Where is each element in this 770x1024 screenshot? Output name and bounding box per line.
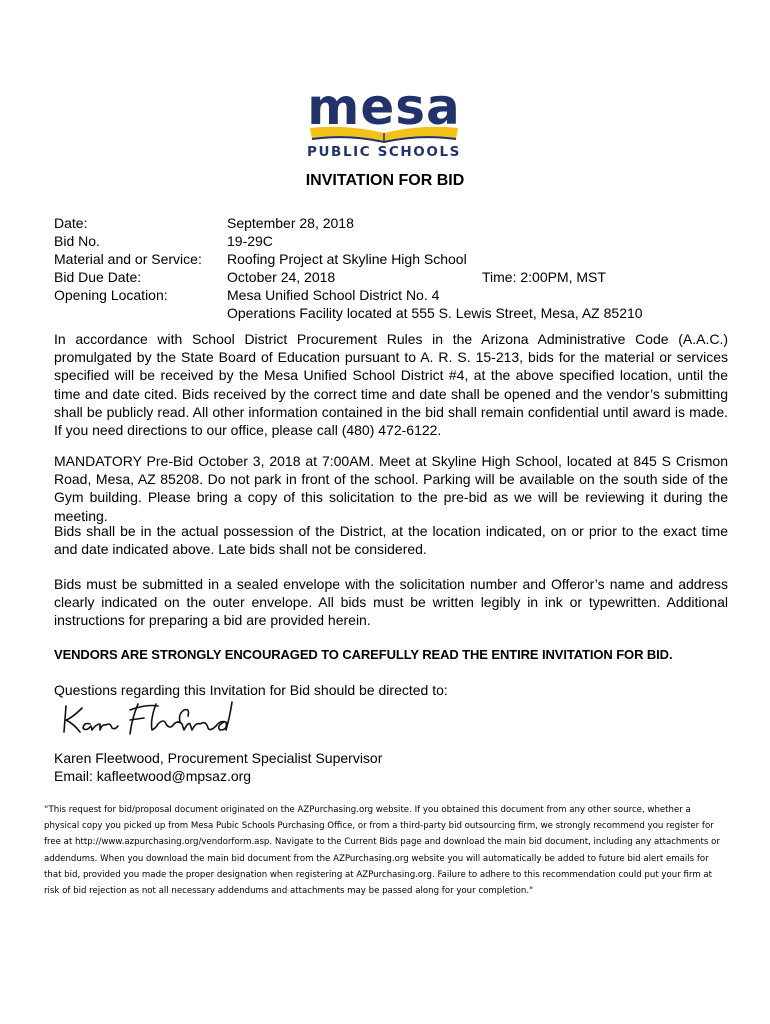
detail-label: Bid Due Date: [54, 269, 142, 285]
detail-value: Mesa Unified School District No. 4 [227, 287, 440, 303]
contact-block [54, 749, 382, 785]
submission-paragraph: Bids must be submitted in a sealed envelope with the solicitation number and Offeror’s name and address clearly indicated on the outer envelope. All bids must be written legibly in ink or typewritten. Additional instructions for preparing a bid are provided herein. [54, 576, 728, 629]
logo-wordmark: mesa [307, 78, 461, 136]
detail-value: 19-29C [227, 233, 273, 249]
procurement-paragraph: In accordance with School District Procurement Rules in the Arizona Administrative Code (A.A.C.) promulgated by the State Board of Education pursuant to A. R. S. 15-213, bids for the material or services specified will be received by the Mesa Unified School District #4, at the above specified location, until the time and date cited. Bids received by the correct time and date shall be opened and the vendor’s submitting shall be publicly read. All other information contained in the bid shall remain confidential until award is made. If you need directions to our office, please call (480) 472-6122. [54, 331, 728, 439]
detail-label: Date: [54, 215, 88, 231]
detail-label: Material and or Service: [54, 251, 202, 267]
detail-value: Operations Facility located at 555 S. Lewis Street, Mesa, AZ 85210 [227, 305, 643, 321]
detail-label: Bid No. [54, 233, 100, 249]
detail-row-bid-no [54, 232, 734, 250]
late-bids-paragraph: Bids shall be in the actual possession of the District, at the location indicated, on or prior to the exact time and date indicated above. Late bids shall not be considered. [54, 523, 728, 558]
azpurchasing-disclaimer: “This request for bid/proposal document originated on the AZPurchasing.org website. If you obtained this document from any other source, whether a physical copy you picked up from Mesa Pubic Schools Purchasing Office, or from a third-party bid outsourcing firm, we strongly recommend you register for free at http://www.azpurchasing.org/vendorform.asp. Navigate to the Current Bids page and download the main bid document, including any attachments or addendums. When you download the main bid document from the AZPurchasing.org website you will automatically be added to future bid alert emails for that bid, provided you made the proper designation when registering at AZPurchasing.org. Failure to adhere to this recommendation could put your firm at risk of bid rejection as not all necessary addendums and attachments may be passed along for your completion." [44, 805, 720, 897]
detail-value: October 24, 2018 [227, 269, 336, 285]
logo-subtitle: PUBLIC SCHOOLS [307, 144, 461, 160]
bid-details [54, 214, 734, 322]
mesa-public-schools-logo [300, 80, 468, 164]
questions-line: Questions regarding this Invitation for Bid should be directed to: [54, 682, 448, 698]
detail-row-address [54, 304, 734, 322]
contact-name: Karen Fleetwood, Procurement Specialist Supervisor [54, 750, 383, 766]
detail-row-date [54, 214, 734, 232]
detail-row-opening-location [54, 286, 734, 304]
open-book-icon [300, 126, 468, 144]
detail-label: Opening Location: [54, 287, 168, 303]
contact-email: Email: kafleetwood@mpsaz.org [54, 768, 252, 784]
vendor-notice: VENDORS ARE STRONGLY ENCOURAGED TO CAREFULLY READ THE ENTIRE INVITATION FOR BID. [54, 647, 673, 662]
detail-row-due-date [54, 268, 734, 286]
detail-value: September 28, 2018 [227, 215, 354, 231]
document-title: INVITATION FOR BID [305, 172, 465, 189]
detail-value: Roofing Project at Skyline High School [227, 251, 467, 267]
detail-row-material [54, 250, 734, 268]
detail-time: Time: 2:00PM, MST [482, 269, 606, 285]
pre-bid-paragraph: MANDATORY Pre-Bid October 3, 2018 at 7:00AM. Meet at Skyline High School, located at 845 S Crismon Road, Mesa, AZ 85208. Do not park in front of the school. Parking will be available on the south side of the Gym building. Please bring a copy of this solicitation to the pre-bid as we will be reviewing it during the meeting. [54, 453, 728, 524]
handwritten-signature [60, 700, 260, 740]
